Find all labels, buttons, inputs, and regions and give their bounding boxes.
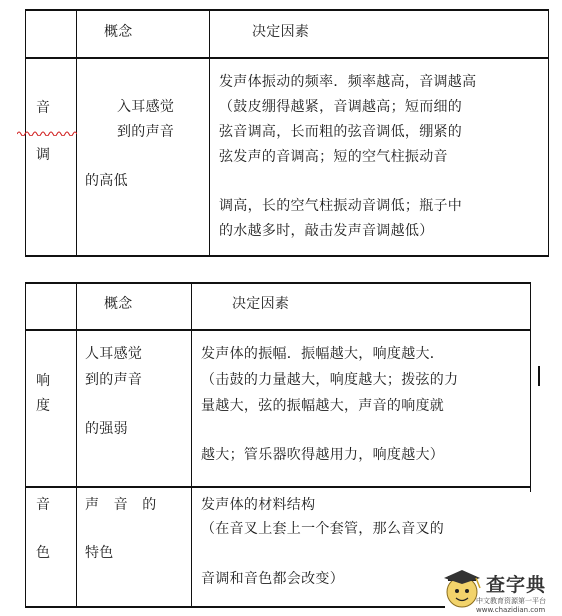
concept-line: 的高低 — [85, 173, 128, 189]
col-divider — [25, 282, 26, 608]
header-concept: 概念 — [104, 296, 133, 312]
rule-bottom — [25, 255, 549, 257]
row-label: 音 — [36, 497, 51, 513]
header-factor: 决定因素 — [252, 24, 310, 40]
rule-top — [25, 282, 531, 284]
row-label: 色 — [36, 545, 51, 561]
factor-line: （在音叉上套上一个套管，那么音叉的 — [201, 521, 445, 537]
rule-top — [25, 9, 549, 11]
factor-line: 弦发声的音调高；短的空气柱振动音 — [219, 149, 448, 165]
row-label: 音 — [36, 100, 51, 116]
factor-line: 量越大，弦的振幅越大，声音的响度就 — [201, 398, 445, 414]
concept-line: 人耳感觉 — [85, 346, 143, 362]
factor-line: 发声体的振幅．振幅越大，响度越大． — [201, 346, 445, 362]
factor-line: （击鼓的力量越大，响度越大；拨弦的力 — [201, 372, 459, 388]
col-divider — [530, 282, 531, 492]
col-divider — [209, 9, 210, 257]
row-label: 响 — [36, 373, 51, 389]
col-divider — [548, 9, 549, 257]
row-label: 调 — [36, 147, 51, 163]
concept-line: 到的声音 — [85, 372, 143, 388]
header-concept: 概念 — [104, 24, 133, 40]
col-divider — [191, 282, 192, 608]
concept-line: 声 音 的 — [85, 497, 157, 513]
concept-line: 的强弱 — [85, 421, 128, 437]
factor-line: 发声体的材料结构 — [201, 497, 316, 513]
col-divider — [76, 282, 77, 608]
factor-line: 越大；管乐器吹得越用力，响度越大） — [201, 447, 445, 463]
rule-header — [25, 57, 549, 59]
header-factor: 决定因素 — [232, 296, 290, 312]
spellcheck-underline — [17, 130, 77, 136]
rule-bottom — [25, 606, 445, 608]
rule-middle — [25, 486, 531, 488]
rule-header — [25, 329, 531, 331]
concept-line: 入耳感觉 — [117, 99, 175, 115]
factor-line: 的水越多时，敲击发声音调越低） — [219, 223, 434, 239]
text-cursor — [538, 366, 540, 386]
factor-line: 发声体振动的频率．频率越高，音调越高 — [219, 74, 477, 90]
factor-line: 调高，长的空气柱振动音调低；瓶子中 — [219, 198, 463, 214]
factor-line: 弦音调高，长而粗的弦音调低，绷紧的 — [219, 124, 463, 140]
factor-line: 音调和音色都会改变） — [201, 571, 344, 587]
concept-line: 到的声音 — [117, 124, 175, 140]
row-label: 度 — [36, 398, 51, 414]
watermark-sub: 中文教育资源第一平台 www.chazidian.com — [476, 597, 546, 614]
concept-line: 特色 — [85, 545, 114, 561]
watermark-name: 查字典 — [486, 574, 547, 596]
factor-line: （鼓皮绷得越紧，音调越高；短而细的 — [219, 99, 463, 115]
